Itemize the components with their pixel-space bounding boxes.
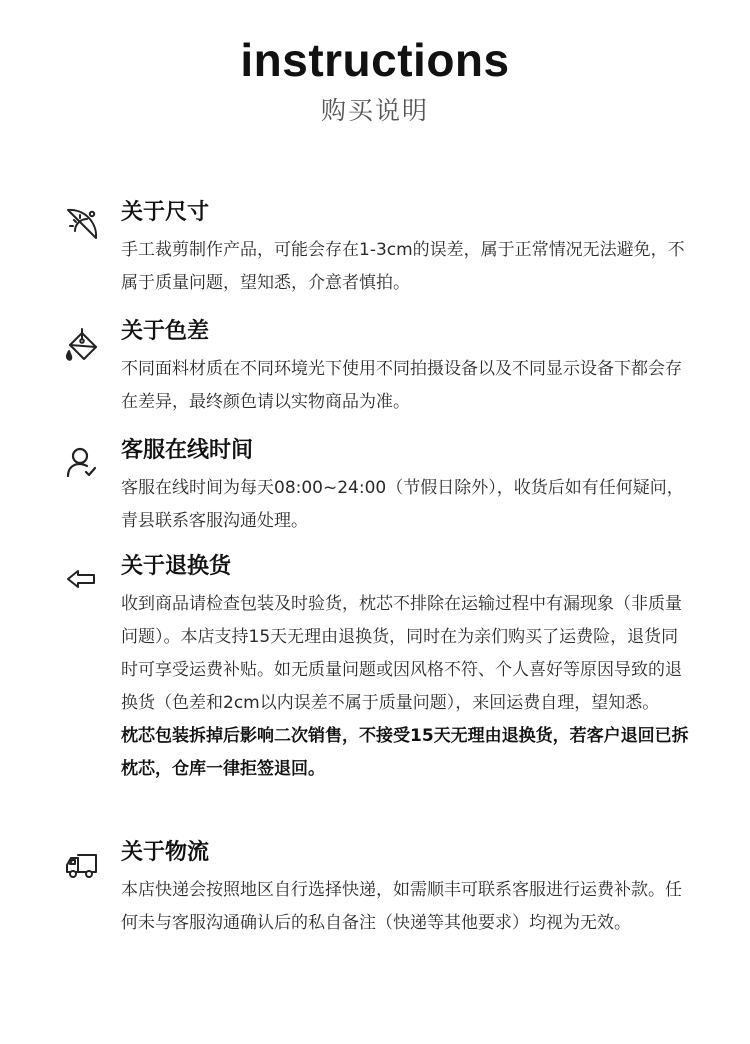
delivery-truck-icon — [62, 844, 102, 884]
section-text: 本店快递会按照地区自行选择快递，如需顺丰可联系客服进行运费补款。任何未与客服沟通确认后的私自备注（快递等其他要求）均视为无效。 — [121, 880, 682, 933]
section-text: 不同面料材质在不同环境光下使用不同拍摄设备以及不同显示设备下都会存在差异，最终颜色请以实物商品为准。 — [121, 359, 682, 412]
section-body — [121, 588, 691, 786]
section-title: 关于尺寸 — [121, 200, 210, 225]
section-title: 关于色差 — [121, 319, 210, 344]
section-title: 关于退换货 — [121, 554, 232, 579]
section-body — [121, 472, 691, 538]
page-title: instructions — [240, 34, 510, 86]
protractor-icon — [62, 204, 102, 244]
section-text: 收到商品请检查包装及时验货，枕芯不排除在运输过程中有漏现象（非质量问题）。本店支持15天无理由退换货，同时在为亲们购买了运费险，退货同时可享受运费补贴。如无质量问题或因风格不符、个人喜好等原因导致的退换货（色差和2cm以内误差不属于质量问题），来回运费自理，望知悉。 — [121, 594, 682, 713]
section-title: 关于物流 — [121, 840, 210, 865]
section-text: 手工裁剪制作产品，可能会存在1-3cm的误差，属于正常情况无法避免，不属于质量问题，望知悉，介意者慎拍。 — [121, 240, 685, 293]
section-body — [121, 353, 691, 419]
page-subtitle: 购买说明 — [320, 96, 429, 125]
section-body — [121, 874, 691, 940]
section-note: 枕芯包装拆掉后影响二次销售，不接受15天无理由退换货，若客户退回已拆枕芯，仓库一律拒签退回。 — [121, 726, 689, 779]
section-title: 客服在线时间 — [121, 438, 254, 463]
paint-bucket-icon — [62, 325, 102, 365]
return-arrow-icon — [62, 558, 102, 598]
section-body — [121, 234, 691, 300]
section-text: 客服在线时间为每天08:00~24:00（节假日除外），收货后如有任何疑问，青县联系客服沟通处理。 — [121, 478, 684, 531]
customer-service-icon — [62, 442, 102, 482]
